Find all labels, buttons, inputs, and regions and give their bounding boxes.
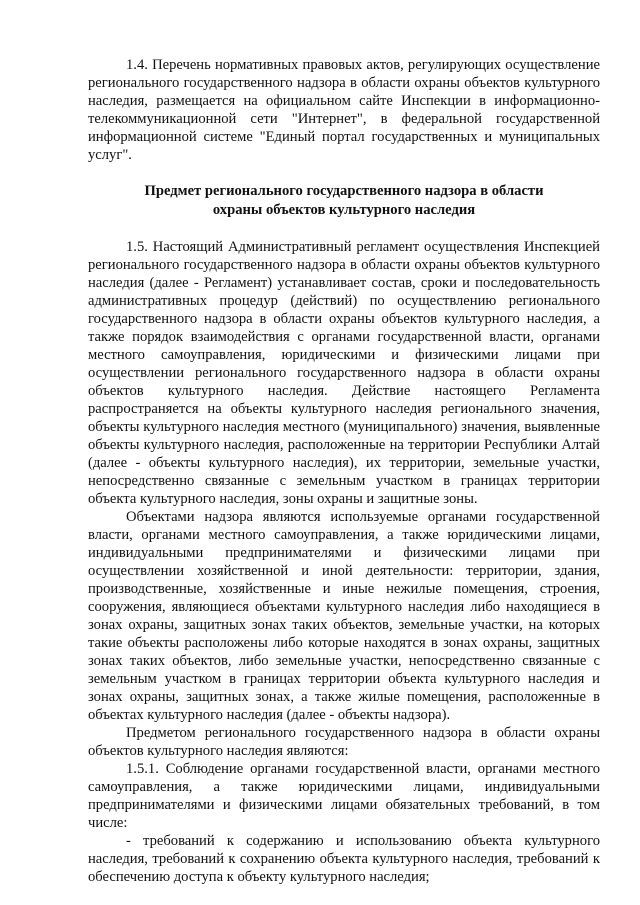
document-page <box>88 56 600 886</box>
paragraph-requirements: - требований к содержанию и использованию объекта культурного наследия, требований к сохранению объекта культурного наследия, требований к обеспечению доступа к объекту культурного наследия; <box>88 833 600 885</box>
paragraph-1-5-1: 1.5.1. Соблюдение органами государственной власти, органами местного самоуправления, а также юридическими лицами, индивидуальными предпринимателями и физическими лицами обязательных требований, в том числе: <box>88 761 600 831</box>
section-heading-line-2: охраны объектов культурного наследия <box>212 202 476 218</box>
paragraph-supervision-subject: Предметом регионального государственного надзора в области охраны объектов культурного наследия являются: <box>88 725 600 759</box>
section-heading <box>88 182 600 220</box>
paragraph-supervision-objects: Объектами надзора являются используемые органами государственной власти, органами местного самоуправления, а также юридическими лицами, индивидуальными предпринимателями и физическими лицами при осуществлении хозяйственной и иной деятельности: территории, здания, производственные, хозяйственные и иные нежилые помещения, строения, сооружения, являющиеся объектами культурного наследия либо находящиеся в зонах охраны, защитных зонах таких объектов, земельные участки, на которых такие объекты расположены либо которые находятся в зонах охраны, защитных зонах таких объектов, либо земельные участки, непосредственно связанные с земельным участком в границах территории объекта культурного наследия и зонах охраны, защитных зонах, а также жилые помещения, расположенные в объектах культурного наследия (далее - объекты надзора). <box>88 509 600 723</box>
section-heading-line-1: Предмет регионального государственного надзора в области <box>144 183 544 199</box>
paragraph-1-5: 1.5. Настоящий Административный регламент осуществления Инспекцией регионального государственного надзора в области охраны объектов культурного наследия (далее - Регламент) устанавливает состав, сроки и последовательность административных процедур (действий) по осуществлению регионального государственного надзора в области охраны объектов культурного наследия, а также порядок взаимодействия с органами государственной власти, органами местного самоуправления, юридическими и физическими лицами при осуществлении регионального государственного надзора в области охраны объектов культурного наследия. Действие настоящего Регламента распространяется на объекты культурного наследия регионального значения, объекты культурного наследия местного (муниципального) значения, выявленные объекты культурного наследия, расположенные на территории Республики Алтай (далее - объекты культурного наследия), их территории, земельные участки, непосредственно связанные с земельным участком в границах территории объекта культурного наследия, зоны охраны и защитные зоны. <box>88 239 600 507</box>
paragraph-1-4: 1.4. Перечень нормативных правовых актов, регулирующих осуществление регионального государственного надзора в области охраны объектов культурного наследия, размещается на официальном сайте Инспекции в информационно-телекоммуникационной сети "Интернет", в федеральной государственной информационной системе "Единый портал государственных и муниципальных услуг". <box>88 57 600 163</box>
